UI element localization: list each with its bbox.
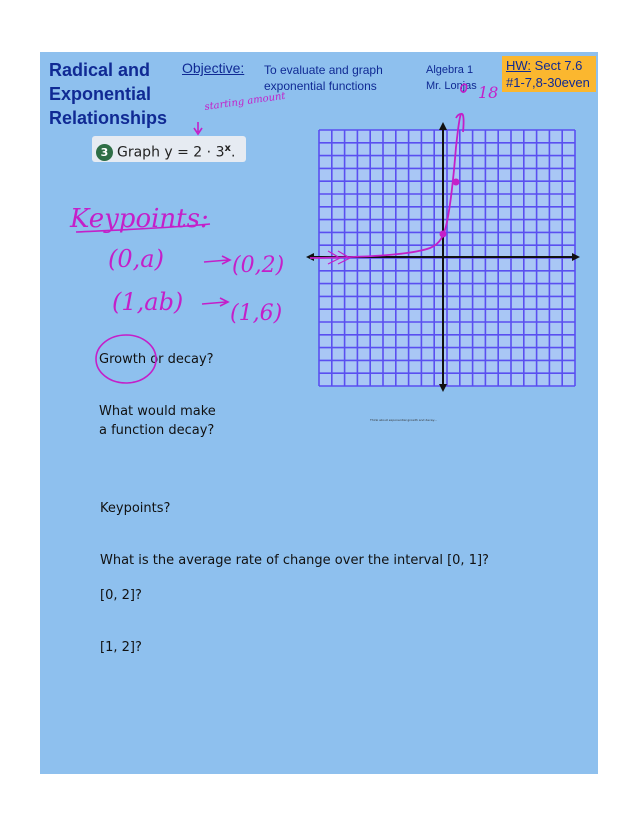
title-line-1: Radical and	[49, 60, 151, 80]
question-rate: What is the average rate of change over the interval [0, 1]?	[100, 553, 489, 568]
course-name: Algebra 1	[426, 64, 474, 76]
starting-amount-arrow	[194, 122, 202, 134]
objective-label: Objective:	[182, 60, 245, 76]
note-starting-amount: starting amount	[203, 90, 287, 113]
hw-label: HW:	[506, 58, 532, 73]
title-line-3: Relationships	[49, 108, 168, 128]
arrow-to-0-2	[204, 256, 230, 264]
objective-text: To evaluate and graph exponential functions	[264, 63, 383, 93]
example-prompt: 3 Graph $y = 2 \cdot 3^x$.	[92, 136, 246, 162]
point-0-2	[440, 231, 447, 238]
x-axis-arrow-right	[572, 253, 580, 261]
teacher-name: Mr. Lonjas	[426, 80, 477, 92]
worksheet-page	[40, 52, 598, 774]
question-decay-line-2: a function decay?	[99, 423, 215, 438]
arrow-to-1-6	[202, 298, 228, 306]
hw-problems: #1-7,8-30even	[506, 75, 590, 90]
question-interval-0-2: [0, 2]?	[100, 588, 142, 603]
tiny-note: Think about exponential growth and decay...	[370, 418, 437, 422]
point-1-6	[453, 179, 460, 186]
note-point-0-2: (0,2)	[232, 253, 285, 278]
hw-section: Sect 7.6	[534, 58, 583, 73]
example-number-badge: 3	[96, 144, 113, 161]
question-growth: Growth or decay?	[99, 352, 214, 367]
question-decay-line-1: What would make	[99, 404, 216, 419]
y-axis-arrow-up	[439, 122, 447, 130]
question-interval-1-2: [1, 2]?	[100, 640, 142, 655]
title-line-2: Exponential	[49, 84, 152, 104]
note-point-a: (0,a)	[108, 245, 164, 273]
growth-circle	[96, 335, 156, 383]
note-point-ab: (1,ab)	[112, 288, 184, 316]
example-equation: Graph y = 2 · 3	[117, 144, 225, 161]
question-keypoints: Keypoints?	[100, 501, 171, 516]
example-exponent: x	[224, 143, 231, 154]
dot-mark	[461, 84, 467, 92]
handwriting-layer	[40, 52, 598, 774]
y-axis-arrow-down	[439, 384, 447, 392]
note-keypoints-heading: Keypoints:	[70, 204, 209, 234]
x-axis-arrow-left	[306, 253, 314, 261]
note-near-teacher: 18	[478, 83, 499, 102]
note-point-1-6: (1,6)	[230, 301, 283, 326]
